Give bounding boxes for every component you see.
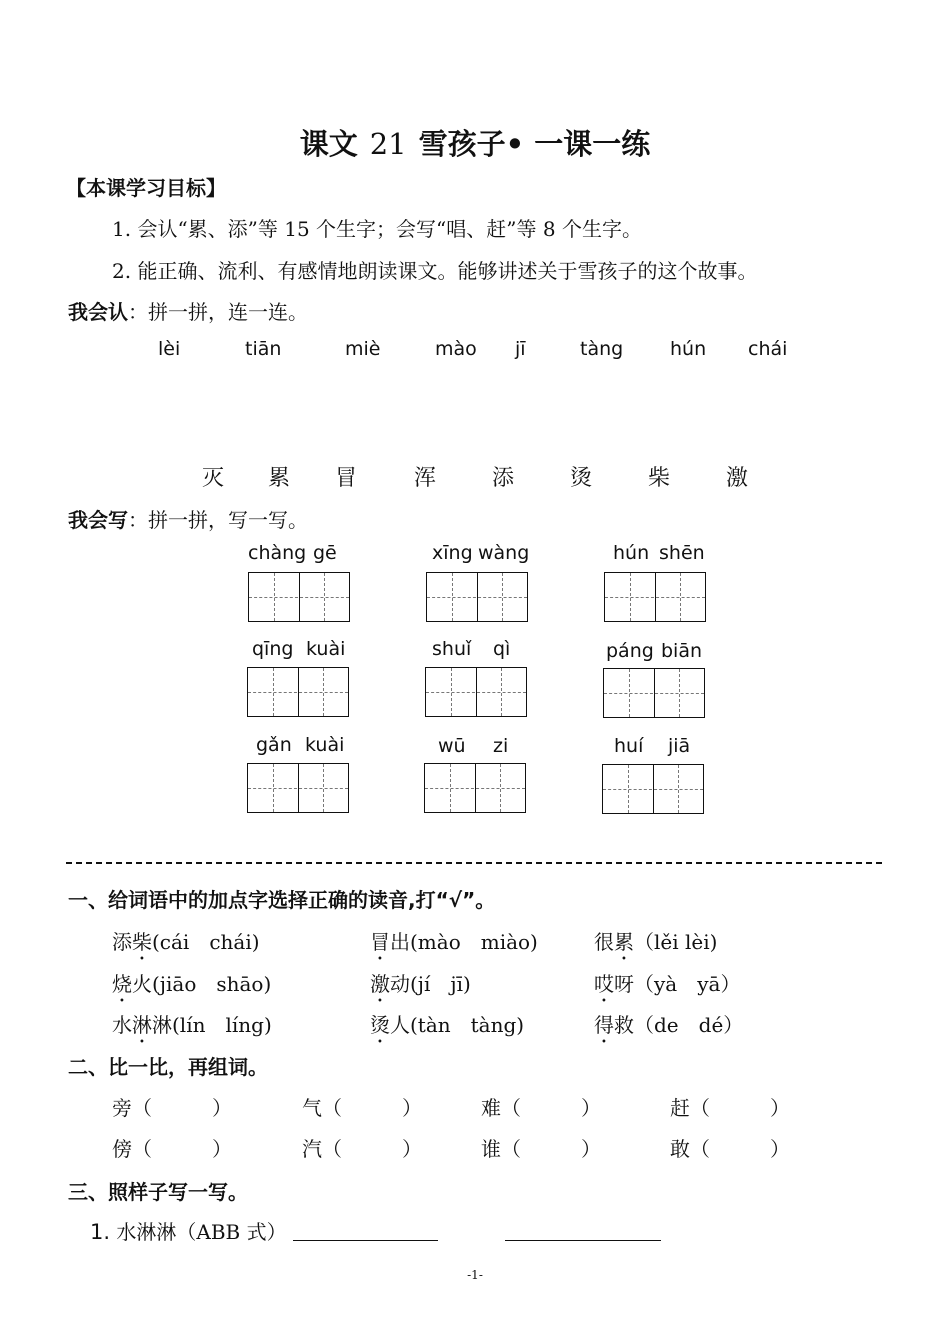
page-number: -1- (467, 1268, 483, 1282)
section3-heading: 三、照样子写一写。 (68, 1180, 248, 1204)
write-pinyin-3a: hún (613, 542, 650, 564)
section1-heading: 一、给词语中的加点字选择正确的读音,打“√”。 (68, 888, 496, 912)
write-pinyin-6b: biān (661, 640, 703, 662)
goal-item-2: 2. 能正确、流利、有感情地朗读课文。能够讲述关于雪孩子的这个故事。 (112, 259, 758, 283)
writing-grid[interactable] (248, 572, 350, 622)
writing-grid[interactable] (425, 667, 527, 717)
write-pinyin-4b: kuài (306, 638, 346, 660)
write-pinyin-9a: huí (614, 735, 644, 757)
compare-item: 气（ ） (302, 1096, 422, 1120)
char-7: 激 (726, 466, 749, 491)
char-4: 添 (492, 466, 515, 491)
write-pinyin-8b: zi (493, 735, 509, 757)
write-pinyin-6a: páng (606, 640, 654, 662)
pinyin-2: miè (345, 338, 381, 360)
write-pinyin-4a: qīng (252, 638, 294, 660)
answer-line-1[interactable] (293, 1240, 438, 1241)
reading-item: 得救（de dé） (594, 1013, 744, 1037)
write-label: 我会写 (68, 508, 128, 532)
q1-number: 1. (90, 1220, 111, 1244)
write-pinyin-5b: qì (493, 638, 511, 660)
char-0: 灭 (202, 466, 225, 491)
title-number: 21 (369, 127, 407, 161)
title-prefix: 课文 (299, 127, 358, 161)
reading-item: 烧火(jiāo shāo) (112, 972, 272, 996)
cut-line-divider (66, 862, 882, 864)
writing-grid[interactable] (603, 668, 705, 718)
write-instruction: ：拼一拼，写一写。 (128, 508, 308, 532)
compare-item: 难（ ） (481, 1096, 601, 1120)
reading-item: 水淋淋(lín líng) (112, 1013, 272, 1037)
recognize-label: 我会认 (68, 300, 128, 324)
char-3: 浑 (414, 466, 437, 491)
reading-item: 冒出(mào miào) (370, 930, 538, 954)
answer-line-2[interactable] (505, 1240, 661, 1241)
write-pinyin-7a: gǎn (256, 734, 292, 756)
reading-item: 很累（lěi lèi) (594, 930, 718, 954)
compare-item: 敢（ ） (670, 1137, 790, 1161)
writing-grid[interactable] (424, 763, 526, 813)
recognize-line (68, 296, 308, 325)
reading-item: 烫人(tàn tàng) (370, 1013, 525, 1037)
write-pinyin-1b: gē (313, 542, 337, 564)
writing-grid[interactable] (602, 764, 704, 814)
write-pinyin-3b: shēn (659, 542, 705, 564)
write-pinyin-7b: kuài (305, 734, 345, 756)
writing-grid[interactable] (247, 667, 349, 717)
pinyin-0: lèi (158, 338, 181, 360)
page-title (0, 122, 950, 163)
pinyin-6: hún (670, 338, 707, 360)
q1-text: 水淋淋（ABB 式） (116, 1220, 287, 1244)
write-pinyin-8a: wū (438, 735, 466, 757)
char-1: 累 (268, 466, 291, 491)
compare-item: 汽（ ） (302, 1137, 422, 1161)
writing-grid[interactable] (426, 572, 528, 622)
recognize-instruction: ：拼一拼，连一连。 (128, 300, 308, 324)
compare-item: 旁（ ） (112, 1096, 232, 1120)
reading-item: 哎呀（yà yā） (594, 972, 741, 996)
section3-q1 (90, 1216, 287, 1245)
pinyin-7: chái (748, 338, 788, 360)
write-pinyin-2b: wàng (478, 542, 530, 564)
compare-item: 赶（ ） (670, 1096, 790, 1120)
char-2: 冒 (335, 466, 358, 491)
write-pinyin-1a: chàng (248, 542, 307, 564)
pinyin-1: tiān (245, 338, 282, 360)
writing-grid[interactable] (604, 572, 706, 622)
write-line (68, 504, 308, 533)
pinyin-4: jī (515, 338, 526, 360)
title-suffix: 雪孩子• 一课一练 (418, 127, 651, 161)
section2-heading: 二、比一比，再组词。 (68, 1055, 268, 1079)
write-pinyin-9b: jiā (668, 735, 691, 757)
reading-item: 添柴(cái chái) (112, 930, 260, 954)
reading-item: 激动(jí jī) (370, 972, 471, 996)
pinyin-5: tàng (580, 338, 624, 360)
write-pinyin-2a: xīng (432, 542, 473, 564)
write-pinyin-5a: shuǐ (432, 638, 472, 660)
writing-grid[interactable] (247, 763, 349, 813)
compare-item: 谁（ ） (481, 1137, 601, 1161)
compare-item: 傍（ ） (112, 1137, 232, 1161)
pinyin-3: mào (435, 338, 477, 360)
goal-item-1: 1. 会认“累、添”等 15 个生字；会写“唱、赶”等 8 个生字。 (112, 217, 642, 241)
char-6: 柴 (648, 466, 671, 491)
goals-heading: 【本课学习目标】 (66, 176, 226, 200)
char-5: 烫 (570, 466, 593, 491)
